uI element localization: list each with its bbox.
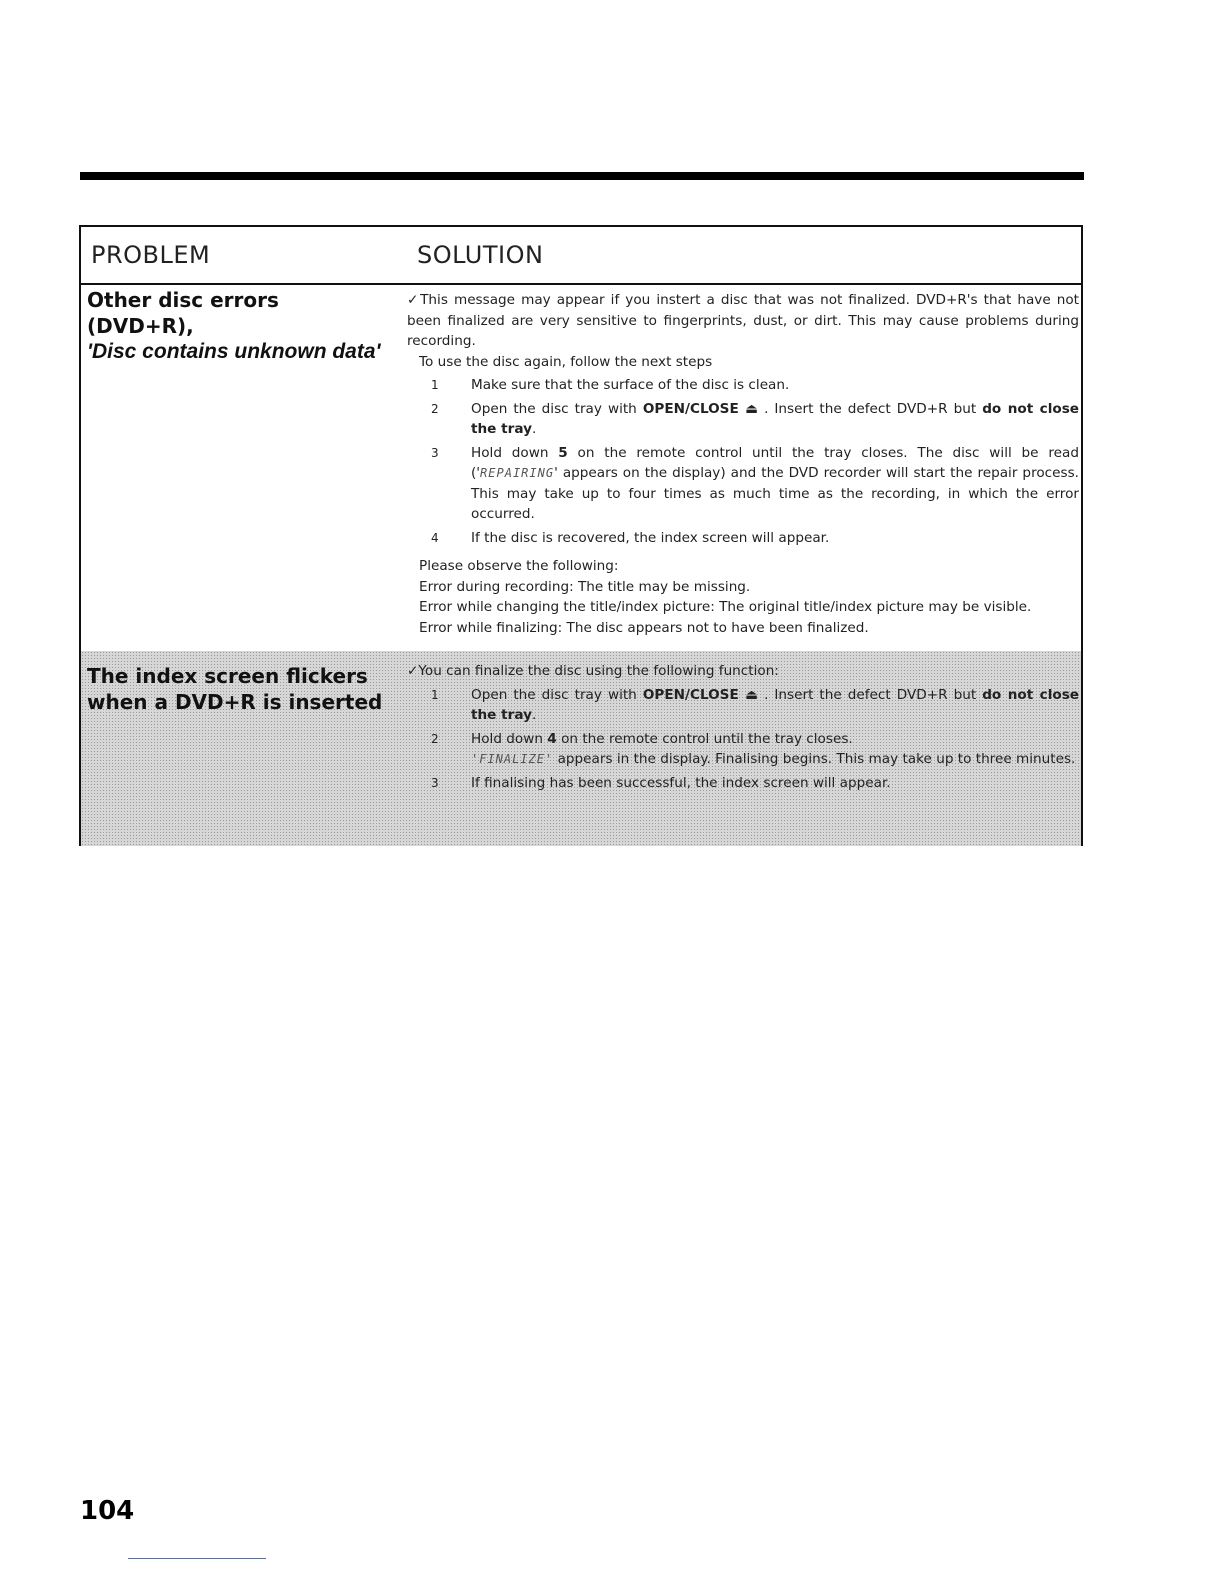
footer-rule: [128, 1558, 266, 1559]
problem-message: 'Disc contains unknown data': [87, 340, 381, 363]
key-open-close: OPEN/CLOSE ⏏: [642, 400, 759, 417]
step-number: 1: [431, 378, 439, 392]
header-solution: SOLUTION: [417, 241, 544, 269]
note: Error during recording: The title may be missing.: [419, 578, 751, 595]
step-text: Hold down 5 on the remote control until the tray closes. The disc will be read ('REPAIRING' appears on the display) and the DVD recorder will start the repair process. This may take up to four times as much time as the recording, in which the error occurred.: [471, 444, 1079, 522]
solution-follow: To use the disc again, follow the next steps: [419, 353, 713, 370]
display-readout: 'FINALIZE': [471, 752, 554, 766]
key-4: 4: [547, 730, 557, 747]
list-item: [407, 375, 1079, 396]
top-rule: [80, 172, 1084, 180]
solution-intro: ✓You can finalize the disc using the following function:: [407, 663, 779, 679]
list-item: [407, 773, 1079, 794]
list-item: [407, 528, 1079, 549]
step-text: Make sure that the surface of the disc is clean.: [471, 377, 790, 393]
list-item: [407, 443, 1079, 525]
troubleshooting-table: [79, 225, 1083, 846]
key-5: 5: [558, 444, 568, 461]
step-number: 2: [431, 731, 439, 746]
note: Error while changing the title/index picture: The original title/index picture may be visible.: [419, 599, 1032, 615]
header-divider: [81, 283, 1081, 285]
list-item: [407, 685, 1079, 726]
problem-other-disc-errors: [87, 287, 387, 365]
step-text: Hold down 4 on the remote control until the tray closes. 'FINALIZE' appears in the display. Finalising begins. This may take up to three minutes.: [471, 730, 1076, 767]
row-index-screen-flickers: [81, 651, 1081, 846]
step-number: 3: [431, 775, 439, 790]
step-number: 4: [431, 530, 439, 545]
page-number: 104: [80, 1496, 135, 1526]
step-text: If finalising has been successful, the index screen will appear.: [471, 774, 891, 791]
header-problem: PROBLEM: [91, 241, 211, 269]
problem-title: The index screen flickers: [87, 664, 368, 688]
problem-index-flickers: [87, 663, 387, 715]
observe-heading: Please observe the following:: [419, 558, 619, 574]
step-number: 1: [431, 687, 439, 702]
solution-intro: ✓This message may appear if you instert a disc that was not finalized. DVD+R's that have not been finalized are very sensitive to fingerprints, dust, or dirt. This may cause problems during recording.: [407, 292, 1079, 349]
solution-other-disc-errors: [407, 290, 1079, 638]
step-number: 2: [431, 401, 439, 416]
step-text: Open the disc tray with OPEN/CLOSE ⏏ . Insert the defect DVD+R but do not close the tray.: [471, 400, 1080, 437]
note: Error while finalizing: The disc appears not to have been finalized.: [419, 619, 869, 636]
key-open-close: OPEN/CLOSE ⏏: [642, 686, 759, 703]
step-number: 3: [431, 445, 439, 460]
solution-index-flickers: [407, 661, 1079, 793]
list-item: [407, 399, 1079, 440]
problem-title-cont: when a DVD+R is inserted: [87, 690, 383, 714]
step-text: Open the disc tray with OPEN/CLOSE ⏏ . Insert the defect DVD+R but do not close the tray.: [471, 686, 1080, 723]
list-item: [407, 729, 1079, 770]
step-text: If the disc is recovered, the index screen will appear.: [471, 529, 830, 546]
problem-title: Other disc errors (DVD+R),: [87, 288, 279, 338]
display-readout: REPAIRING: [480, 466, 555, 480]
